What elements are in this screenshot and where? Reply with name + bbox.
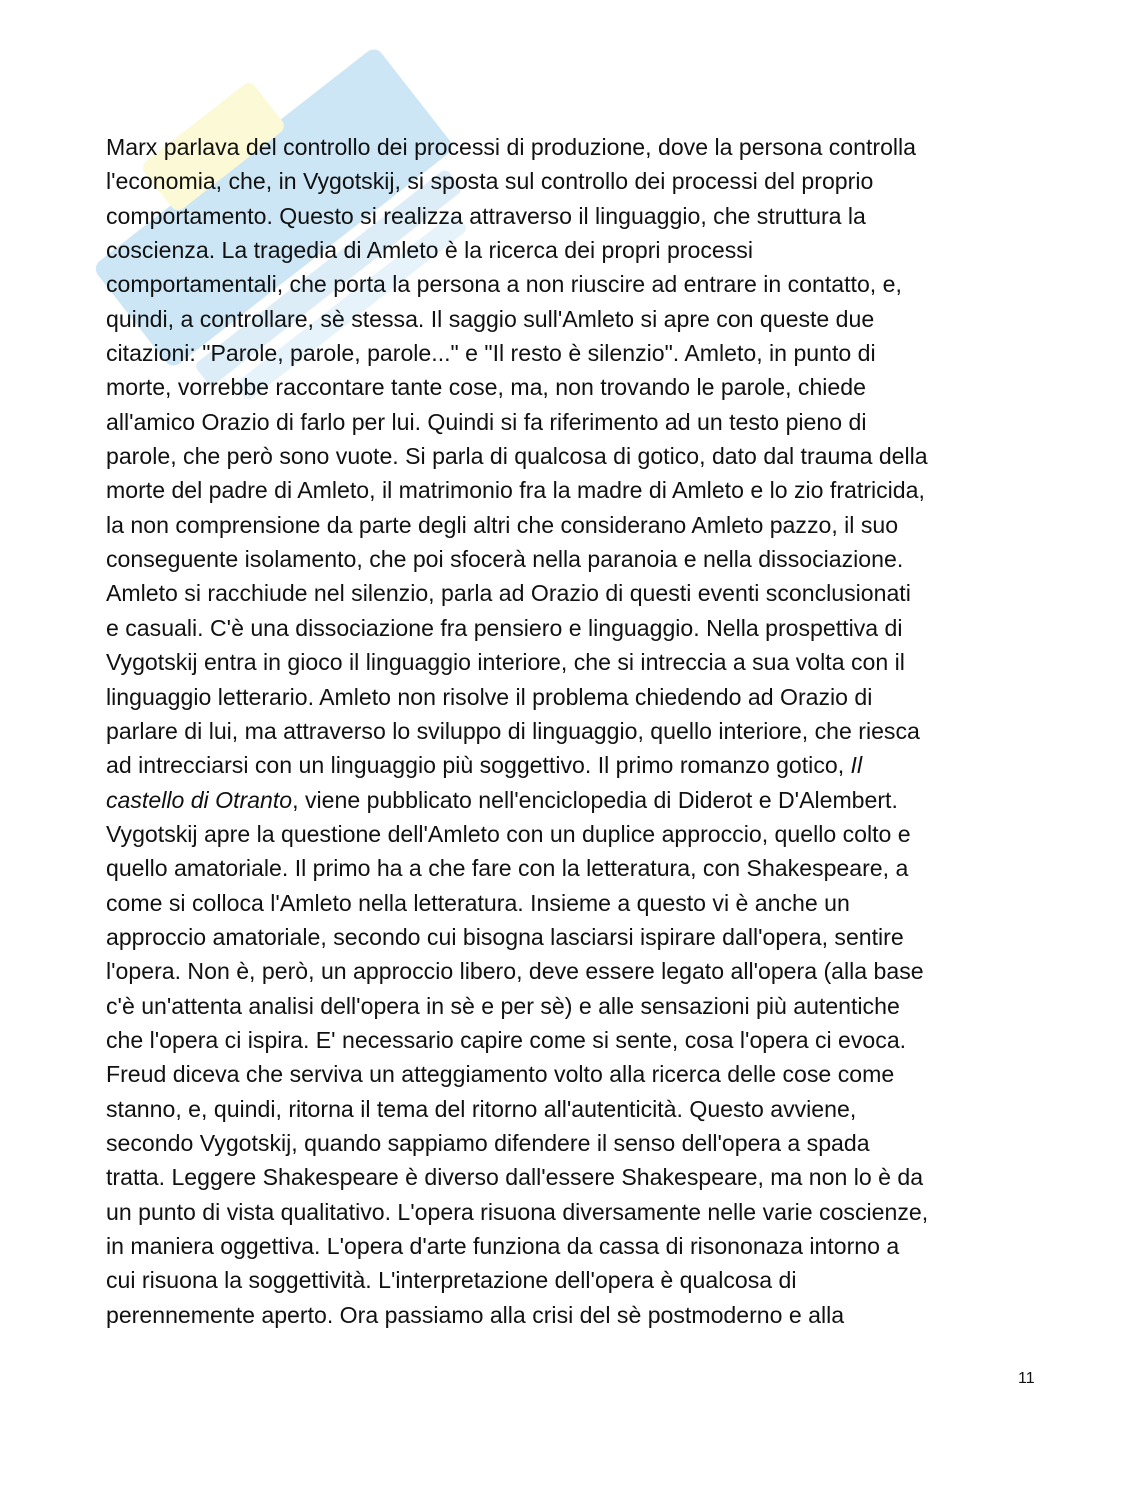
text-line — [106, 989, 1046, 1023]
text-line — [106, 1229, 1046, 1263]
text-line — [106, 1126, 1046, 1160]
line-text: stanno, e, quindi, ritorna il tema del ritorno all'autenticità. Questo avviene, — [106, 1095, 857, 1122]
line-text: cui risuona la soggettività. L'interpretazione dell'opera è qualcosa di — [106, 1267, 797, 1294]
text-line — [106, 1092, 1046, 1126]
text-line — [106, 783, 1046, 817]
line-text: , viene pubblicato nell'enciclopedia di Diderot e D'Alembert. — [292, 786, 898, 813]
text-line — [106, 611, 1046, 645]
text-line — [106, 851, 1046, 885]
text-line — [106, 233, 1046, 267]
text-line — [106, 576, 1046, 610]
text-line — [106, 748, 1046, 782]
line-text: secondo Vygotskij, quando sappiamo difendere il senso dell'opera a spada — [106, 1129, 870, 1156]
line-text: quello amatoriale. Il primo ha a che fare con la letteratura, con Shakespeare, a — [106, 855, 909, 882]
line-text: Vygotskij apre la questione dell'Amleto con un duplice approccio, quello colto e — [106, 820, 911, 847]
line-text: e casuali. C'è una dissociazione fra pensiero e linguaggio. Nella prospettiva di — [106, 614, 903, 641]
text-line — [106, 1195, 1046, 1229]
body-text — [106, 130, 1046, 1332]
line-text: morte del padre di Amleto, il matrimonio fra la madre di Amleto e lo zio fratricida, — [106, 477, 925, 504]
line-text: quindi, a controllare, sè stessa. Il saggio sull'Amleto si apre con queste due — [106, 305, 875, 332]
text-line — [106, 1023, 1046, 1057]
text-line — [106, 302, 1046, 336]
line-text: Freud diceva che serviva un atteggiamento volto alla ricerca delle cose come — [106, 1061, 895, 1088]
line-text: in maniera oggettiva. L'opera d'arte funziona da cassa di risononaza intorno a — [106, 1233, 900, 1259]
text-line — [106, 714, 1046, 748]
line-text: un punto di vista qualitativo. L'opera risuona diversamente nelle varie coscienze, — [106, 1198, 929, 1225]
italic-title: castello di Otranto — [106, 786, 293, 813]
line-text: perennemente aperto. Ora passiamo alla crisi del sè postmoderno e alla — [106, 1301, 845, 1328]
line-text: ad intrecciarsi con un linguaggio più soggettivo. Il primo romanzo gotico, — [106, 752, 851, 779]
text-line — [106, 1160, 1046, 1194]
text-line — [106, 267, 1046, 301]
line-text: che l'opera ci ispira. E' necessario capire come si sente, cosa l'opera ci evoca. — [106, 1026, 907, 1053]
line-text: c'è un'attenta analisi dell'opera in sè e per sè) e alle sensazioni più autentiche — [106, 992, 900, 1019]
line-text: all'amico Orazio di farlo per lui. Quindi si fa riferimento ad un testo pieno di — [106, 408, 867, 435]
line-text: come si colloca l'Amleto nella letteratura. Insieme a questo vi è anche un — [106, 889, 850, 916]
text-line — [106, 508, 1046, 542]
line-text: l'economia, che, in Vygotskij, si sposta sul controllo dei processi del proprio — [106, 168, 874, 195]
text-line — [106, 439, 1046, 473]
text-line — [106, 645, 1046, 679]
line-text: la non comprensione da parte degli altri che considerano Amleto pazzo, il suo — [106, 511, 899, 538]
text-line — [106, 130, 1046, 164]
text-line — [106, 199, 1046, 233]
line-text: morte, vorrebbe raccontare tante cose, ma, non trovando le parole, chiede — [106, 374, 866, 401]
page-number: 11 — [1018, 1370, 1035, 1387]
line-text: citazioni: "Parole, parole, parole..." e "Il resto è silenzio". Amleto, in punto di — [106, 340, 876, 367]
text-line — [106, 817, 1046, 851]
text-line — [106, 1298, 1046, 1332]
line-text: Marx parlava del controllo dei processi di produzione, dove la persona controlla — [106, 134, 917, 160]
line-text: l'opera. Non è, però, un approccio libero, deve essere legato all'opera (alla base — [106, 958, 924, 985]
line-text: parole, che però sono vuote. Si parla di qualcosa di gotico, dato dal trauma della — [106, 443, 928, 470]
text-line — [106, 473, 1046, 507]
line-text: coscienza. La tragedia di Amleto è la ricerca dei propri processi — [106, 237, 753, 264]
text-line — [106, 920, 1046, 954]
text-line — [106, 370, 1046, 404]
italic-title: Il — [850, 752, 863, 779]
text-line — [106, 954, 1046, 988]
text-line — [106, 164, 1046, 198]
line-text: tratta. Leggere Shakespeare è diverso dall'essere Shakespeare, ma non lo è da — [106, 1164, 924, 1191]
line-text: parlare di lui, ma attraverso lo sviluppo di linguaggio, quello interiore, che riesca — [106, 717, 920, 744]
text-line — [106, 542, 1046, 576]
text-line — [106, 680, 1046, 714]
line-text: conseguente isolamento, che poi sfocerà nella paranoia e nella dissociazione. — [106, 546, 904, 573]
text-line — [106, 1263, 1046, 1297]
text-line — [106, 886, 1046, 920]
line-text: Amleto si racchiude nel silenzio, parla ad Orazio di questi eventi sconclusionati — [106, 580, 911, 607]
line-text: comportamentali, che porta la persona a non riuscire ad entrare in contatto, e, — [106, 271, 902, 298]
text-line — [106, 405, 1046, 439]
line-text: linguaggio letterario. Amleto non risolve il problema chiedendo ad Orazio di — [106, 683, 873, 710]
line-text: comportamento. Questo si realizza attraverso il linguaggio, che struttura la — [106, 202, 866, 229]
line-text: approccio amatoriale, secondo cui bisogna lasciarsi ispirare dall'opera, sentire — [106, 923, 904, 950]
text-line — [106, 1057, 1046, 1091]
line-text: Vygotskij entra in gioco il linguaggio interiore, che si intreccia a sua volta con il — [106, 649, 905, 676]
text-line — [106, 336, 1046, 370]
